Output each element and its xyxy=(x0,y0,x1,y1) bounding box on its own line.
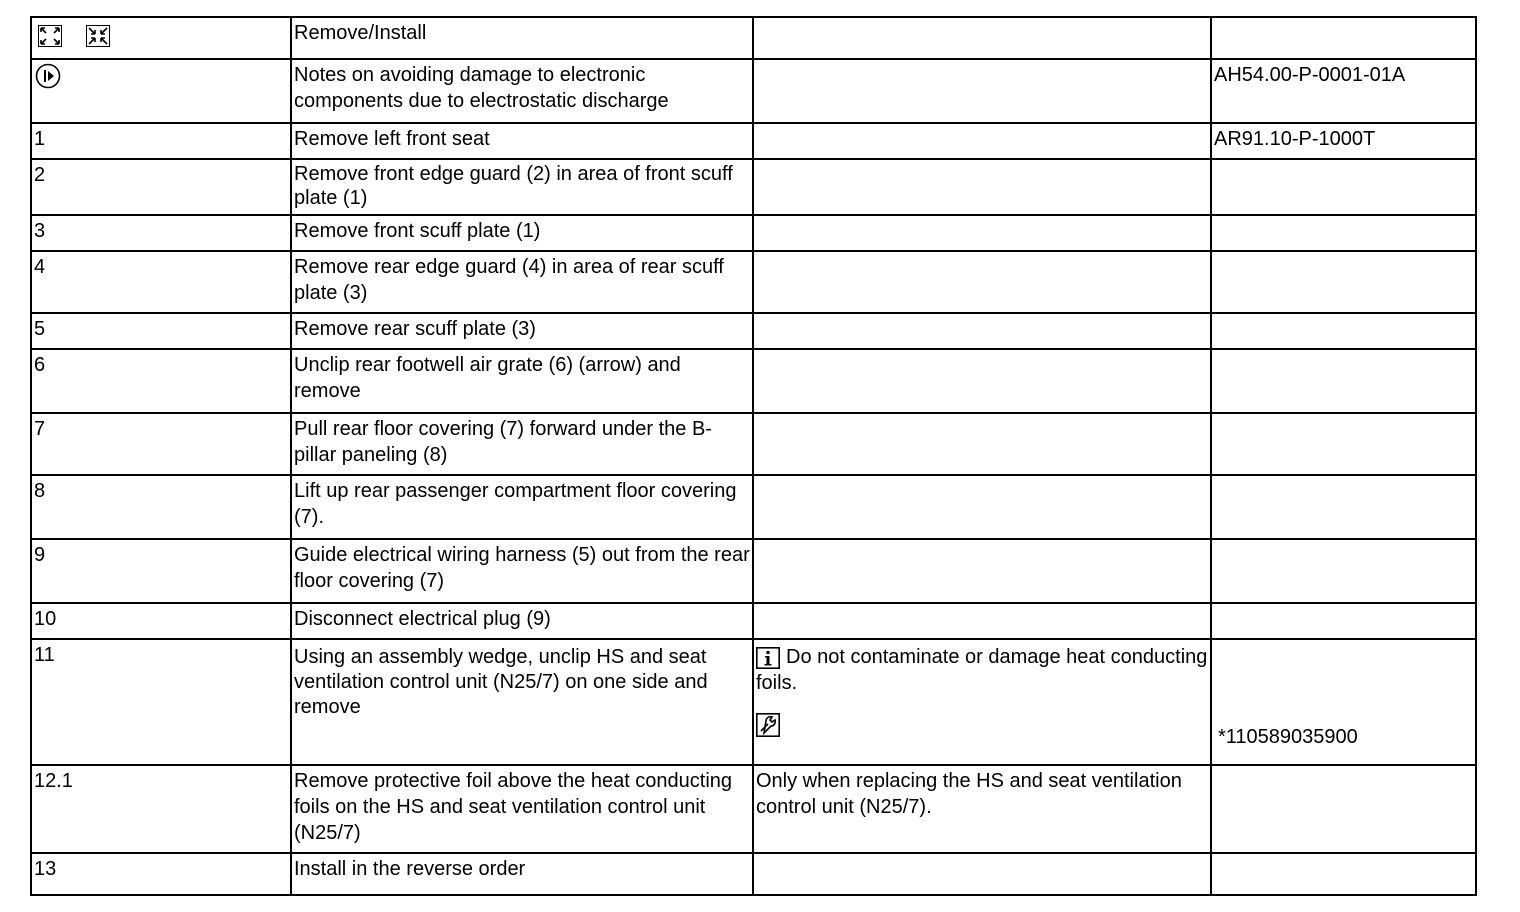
table-row xyxy=(31,159,1476,215)
step-number: 13 xyxy=(31,853,291,895)
tool-reference[interactable]: *110589035900 xyxy=(1218,726,1358,748)
note-text: Do not contaminate or damage heat conducting foils. xyxy=(756,646,1208,694)
step-text: Remove rear scuff plate (3) xyxy=(291,313,753,349)
step-number: 6 xyxy=(31,349,291,413)
table-row xyxy=(31,123,1476,159)
table-row xyxy=(31,215,1476,251)
table-row xyxy=(31,475,1476,539)
empty-cell xyxy=(1211,413,1476,475)
empty-cell xyxy=(753,159,1211,215)
empty-cell xyxy=(753,59,1211,123)
step-text: Using an assembly wedge, unclip HS and seat ventilation control unit (N25/7) on one side and remove xyxy=(291,639,753,765)
table-row xyxy=(31,603,1476,639)
step-text: Guide electrical wiring harness (5) out from the rear floor covering (7) xyxy=(291,539,753,603)
empty-cell xyxy=(1211,159,1476,215)
empty-cell xyxy=(1211,17,1476,59)
table-row xyxy=(31,639,1476,765)
table-row xyxy=(31,853,1476,895)
step-number: 9 xyxy=(31,539,291,603)
step-number: 2 xyxy=(31,159,291,215)
table-row xyxy=(31,251,1476,313)
empty-cell xyxy=(753,603,1211,639)
notice-reference[interactable]: AH54.00-P-0001-01A xyxy=(1211,59,1476,123)
procedure-table xyxy=(30,16,1477,896)
tool-row xyxy=(756,710,1208,736)
empty-cell xyxy=(753,251,1211,313)
tool-ref-cell xyxy=(1211,639,1476,765)
remove-icon xyxy=(38,25,62,47)
special-tool-icon xyxy=(756,713,780,735)
step-text: Remove front scuff plate (1) xyxy=(291,215,753,251)
step-number: 3 xyxy=(31,215,291,251)
table-row xyxy=(31,413,1476,475)
note-text: Only when replacing the HS and seat ventilation control unit (N25/7). xyxy=(753,765,1211,853)
table-row xyxy=(31,313,1476,349)
empty-cell xyxy=(1211,853,1476,895)
empty-cell xyxy=(753,475,1211,539)
step-text: Install in the reverse order xyxy=(291,853,753,895)
empty-cell xyxy=(1211,539,1476,603)
step-reference[interactable]: AR91.10-P-1000T xyxy=(1211,123,1476,159)
empty-cell xyxy=(1211,251,1476,313)
empty-cell xyxy=(1211,603,1476,639)
empty-cell xyxy=(753,215,1211,251)
empty-cell xyxy=(1211,765,1476,853)
table-row xyxy=(31,17,1476,59)
empty-cell xyxy=(753,17,1211,59)
table-row xyxy=(31,539,1476,603)
step-number: 5 xyxy=(31,313,291,349)
header-icons-cell xyxy=(31,17,291,59)
notice-icon-cell xyxy=(31,59,291,123)
empty-cell xyxy=(753,853,1211,895)
step-text: Disconnect electrical plug (9) xyxy=(291,603,753,639)
step-number: 11 xyxy=(31,639,291,765)
empty-cell xyxy=(1211,475,1476,539)
step-text: Remove protective foil above the heat conducting foils on the HS and seat ventilation control unit (N25/7) xyxy=(291,765,753,853)
empty-cell xyxy=(753,413,1211,475)
table-row xyxy=(31,349,1476,413)
empty-cell xyxy=(753,349,1211,413)
step-text: Remove rear edge guard (4) in area of rear scuff plate (3) xyxy=(291,251,753,313)
table-row xyxy=(31,59,1476,123)
empty-cell xyxy=(753,123,1211,159)
step-number: 4 xyxy=(31,251,291,313)
step-number: 8 xyxy=(31,475,291,539)
step-text: Unclip rear footwell air grate (6) (arrow) and remove xyxy=(291,349,753,413)
step-text: Lift up rear passenger compartment floor covering (7). xyxy=(291,475,753,539)
step-number: 1 xyxy=(31,123,291,159)
table-row xyxy=(31,765,1476,853)
empty-cell xyxy=(1211,349,1476,413)
step-number: 7 xyxy=(31,413,291,475)
install-icon xyxy=(86,25,110,47)
notice-icon xyxy=(34,72,62,94)
empty-cell xyxy=(1211,215,1476,251)
empty-cell xyxy=(753,539,1211,603)
step-number: 12.1 xyxy=(31,765,291,853)
empty-cell xyxy=(1211,313,1476,349)
header-title: Remove/Install xyxy=(291,17,753,59)
notice-text: Notes on avoiding damage to electronic components due to electrostatic discharge xyxy=(291,59,753,123)
step-text: Remove front edge guard (2) in area of front scuff plate (1) xyxy=(291,159,753,215)
step-number: 10 xyxy=(31,603,291,639)
note-cell xyxy=(753,639,1211,765)
empty-cell xyxy=(753,313,1211,349)
step-text: Pull rear floor covering (7) forward under the B-pillar paneling (8) xyxy=(291,413,753,475)
note-block xyxy=(756,644,1208,696)
step-text: Remove left front seat xyxy=(291,123,753,159)
info-icon xyxy=(756,647,780,669)
